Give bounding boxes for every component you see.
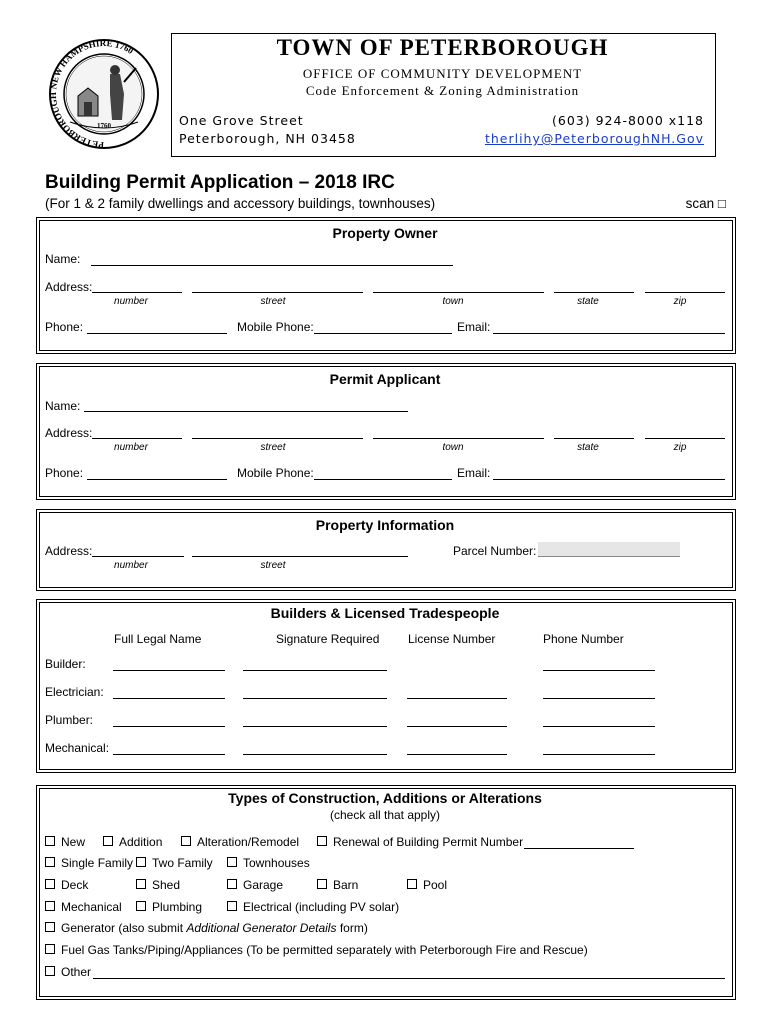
- checkbox-shed[interactable]: Shed: [136, 878, 180, 892]
- caption-street: street: [260, 442, 286, 453]
- checkbox-mechanical[interactable]: Mechanical: [45, 900, 122, 914]
- mechanical-label: Mechanical:: [45, 741, 110, 755]
- scan-checkbox[interactable]: scan □: [685, 196, 726, 211]
- property-address-label: Address:: [45, 544, 93, 558]
- checkbox-townhouses[interactable]: Townhouses: [227, 856, 310, 870]
- caption-zip: zip: [673, 296, 687, 307]
- owner-town-field[interactable]: [373, 292, 544, 293]
- checkbox-plumbing[interactable]: Plumbing: [136, 900, 202, 914]
- checkbox-addition[interactable]: Addition: [103, 835, 162, 849]
- caption-town: town: [442, 296, 464, 307]
- plumber-phone-field[interactable]: [543, 726, 655, 727]
- renewal-permit-number-field[interactable]: [524, 848, 634, 849]
- caption-town: town: [442, 442, 464, 453]
- plumber-name-field[interactable]: [113, 726, 225, 727]
- plumber-signature-field[interactable]: [243, 726, 387, 727]
- owner-title: Property Owner: [332, 225, 438, 241]
- applicant-mobile-label: Mobile Phone:: [237, 466, 314, 480]
- electrician-signature-field[interactable]: [243, 698, 387, 699]
- electrician-label: Electrician:: [45, 685, 104, 699]
- checkbox-garage[interactable]: Garage: [227, 878, 283, 892]
- electrician-phone-field[interactable]: [543, 698, 655, 699]
- owner-zip-field[interactable]: [645, 292, 725, 293]
- electrician-name-field[interactable]: [113, 698, 225, 699]
- applicant-address-label: Address:: [45, 426, 93, 440]
- plumber-label: Plumber:: [45, 713, 94, 727]
- address-line2: Peterborough, NH 03458: [179, 131, 356, 146]
- checkbox-new[interactable]: New: [45, 835, 85, 849]
- checkbox-renewal[interactable]: Renewal of Building Permit Number: [317, 835, 523, 849]
- property-number-field[interactable]: [92, 556, 184, 557]
- applicant-name-field[interactable]: [84, 411, 408, 412]
- checkbox-alteration[interactable]: Alteration/Remodel: [181, 835, 299, 849]
- construction-subtitle: (check all that apply): [329, 808, 441, 822]
- owner-phone-label: Phone:: [45, 320, 84, 334]
- caption-state: state: [577, 442, 599, 453]
- email-link[interactable]: therlihy@PeterboroughNH.Gov: [484, 131, 704, 146]
- property-street-field[interactable]: [192, 556, 408, 557]
- applicant-zip-field[interactable]: [645, 438, 725, 439]
- col-license-number: License Number: [408, 632, 496, 646]
- caption-number: number: [114, 442, 148, 453]
- owner-mobile-label: Mobile Phone:: [237, 320, 314, 334]
- builder-phone-field[interactable]: [543, 670, 655, 671]
- applicant-name-label: Name:: [45, 399, 81, 413]
- mechanical-signature-field[interactable]: [243, 754, 387, 755]
- applicant-title: Permit Applicant: [329, 371, 441, 387]
- mechanical-phone-field[interactable]: [543, 754, 655, 755]
- caption-street: street: [260, 560, 286, 571]
- owner-address-label: Address:: [45, 280, 93, 294]
- builder-name-field[interactable]: [113, 670, 225, 671]
- caption-street: street: [260, 296, 286, 307]
- builder-label: Builder:: [45, 657, 86, 671]
- applicant-phone-field[interactable]: [87, 479, 227, 480]
- parcel-number-label: Parcel Number:: [453, 544, 537, 558]
- owner-mobile-field[interactable]: [314, 333, 452, 334]
- checkbox-other[interactable]: Other: [45, 965, 91, 979]
- mechanical-license-field[interactable]: [407, 754, 507, 755]
- form-title: Building Permit Application – 2018 IRC: [45, 172, 395, 193]
- checkbox-fuel-gas[interactable]: Fuel Gas Tanks/Piping/Appliances (To be permitted separately with Peterborough Fire and Rescue): [45, 943, 588, 957]
- owner-street-field[interactable]: [192, 292, 363, 293]
- applicant-number-field[interactable]: [92, 438, 182, 439]
- col-phone-number: Phone Number: [543, 632, 624, 646]
- owner-email-label: Email:: [457, 320, 491, 334]
- col-full-legal-name: Full Legal Name: [114, 632, 202, 646]
- other-description-field[interactable]: [93, 978, 725, 979]
- checkbox-barn[interactable]: Barn: [317, 878, 358, 892]
- applicant-email-label: Email:: [457, 466, 491, 480]
- builders-title: Builders & Licensed Tradespeople: [270, 605, 500, 621]
- applicant-mobile-field[interactable]: [314, 479, 452, 480]
- electrician-license-field[interactable]: [407, 698, 507, 699]
- applicant-state-field[interactable]: [554, 438, 634, 439]
- checkbox-deck[interactable]: Deck: [45, 878, 88, 892]
- construction-title: Types of Construction, Additions or Alterations: [228, 790, 542, 806]
- property-title: Property Information: [315, 517, 455, 533]
- town-name: TOWN OF PETERBOROUGH: [276, 35, 609, 60]
- applicant-street-field[interactable]: [192, 438, 363, 439]
- checkbox-electrical[interactable]: Electrical (including PV solar): [227, 900, 399, 914]
- owner-name-field[interactable]: [91, 265, 453, 266]
- owner-name-label: Name:: [45, 252, 81, 266]
- caption-state: state: [577, 296, 599, 307]
- checkbox-single-family[interactable]: Single Family: [45, 856, 133, 870]
- address-line1: One Grove Street: [179, 113, 304, 128]
- office-name: OFFICE OF COMMUNITY DEVELOPMENT: [302, 66, 583, 81]
- division-name: Code Enforcement & Zoning Administration: [305, 83, 580, 98]
- applicant-email-field[interactable]: [493, 479, 725, 480]
- owner-state-field[interactable]: [554, 292, 634, 293]
- parcel-number-field[interactable]: [538, 542, 680, 557]
- caption-number: number: [114, 296, 148, 307]
- builder-signature-field[interactable]: [243, 670, 387, 671]
- applicant-town-field[interactable]: [373, 438, 544, 439]
- owner-number-field[interactable]: [92, 292, 182, 293]
- owner-email-field[interactable]: [493, 333, 725, 334]
- form-subtitle: (For 1 & 2 family dwellings and accessory buildings, townhouses): [45, 196, 436, 211]
- plumber-license-field[interactable]: [407, 726, 507, 727]
- caption-zip: zip: [673, 442, 687, 453]
- owner-phone-field[interactable]: [87, 333, 227, 334]
- town-seal: [48, 38, 160, 150]
- checkbox-two-family[interactable]: Two Family: [136, 856, 213, 870]
- svg-text:1760: 1760: [97, 122, 111, 130]
- checkbox-generator[interactable]: Generator (also submit Additional Generator Details form): [45, 921, 368, 935]
- caption-number: number: [114, 560, 148, 571]
- applicant-phone-label: Phone:: [45, 466, 84, 480]
- checkbox-pool[interactable]: Pool: [407, 878, 447, 892]
- phone-number: (603) 924-8000 x118: [552, 113, 704, 128]
- col-signature-required: Signature Required: [276, 632, 380, 646]
- mechanical-name-field[interactable]: [113, 754, 225, 755]
- svg-text:PETERBOROUGH NEW HAMPSHIRE 176: PETERBOROUGH NEW HAMPSHIRE 1760: [48, 38, 136, 150]
